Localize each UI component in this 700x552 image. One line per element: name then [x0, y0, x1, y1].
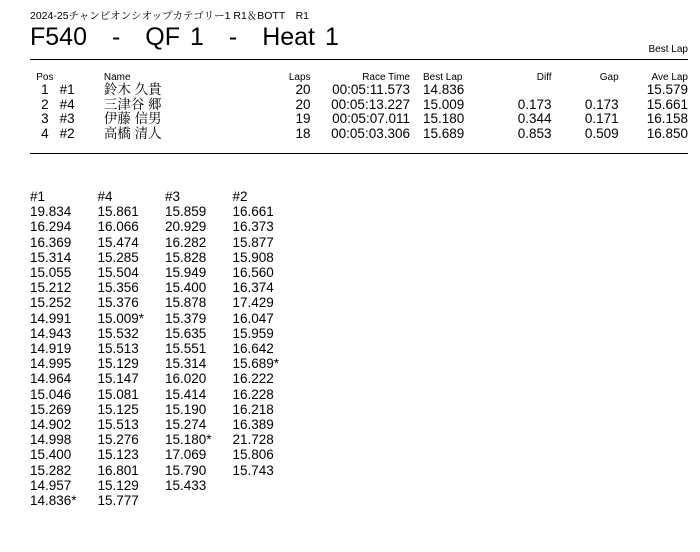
col-diff: Diff: [536, 72, 552, 83]
col-race-time: Race Time: [362, 72, 410, 83]
result-ave-lap: 16.850: [646, 125, 688, 141]
divider-top: [30, 59, 688, 60]
lap-time: 15.314: [165, 356, 207, 372]
result-laps: 20: [295, 82, 311, 97]
lap-column: [30, 189, 98, 508]
result-name: 高橋 清人: [103, 125, 162, 141]
lap-time: 14.943: [30, 325, 72, 341]
lap-time: 15.806: [232, 447, 274, 463]
lap-time: 15.212: [30, 280, 72, 296]
lap-time: 15.551: [165, 341, 207, 357]
result-name: 三津谷 郷: [103, 96, 162, 112]
result-number: #2: [59, 125, 75, 141]
lap-time: 15.376: [97, 295, 139, 311]
result-gap: 0.171: [584, 111, 619, 126]
lap-time: 16.801: [97, 462, 139, 478]
result-laps: 19: [295, 111, 311, 126]
lap-column-header: #2: [232, 189, 248, 204]
lap-time: 15.949: [165, 265, 207, 281]
lap-time: 15.314: [30, 249, 72, 265]
col-best-lap: Best Lap: [422, 72, 463, 83]
lap-time: 15.414: [165, 386, 207, 402]
lap-time: 15.877: [232, 234, 274, 250]
lap-time: 19.834: [30, 204, 72, 220]
lap-time: 15.125: [97, 401, 139, 417]
lap-time: 15.252: [30, 295, 72, 311]
result-pos: 1: [41, 82, 49, 97]
lap-column-header: #1: [30, 189, 46, 204]
lap-time: 15.474: [97, 234, 139, 250]
lap-time: 16.047: [232, 310, 274, 326]
lap-time: 15.689*: [232, 356, 280, 372]
lap-column-header: #4: [97, 189, 113, 204]
result-row: [30, 112, 688, 127]
lap-time: 15.269: [30, 401, 72, 417]
lap-time: 17.069: [165, 447, 207, 463]
lap-time: 16.020: [165, 371, 207, 387]
lap-time: 15.274: [165, 417, 207, 433]
lap-time: 16.389: [232, 417, 274, 433]
lap-time: 15.513: [97, 417, 139, 433]
result-best-lap: 15.009: [422, 96, 465, 112]
lap-time: 15.959: [232, 325, 274, 341]
lap-time: 15.908: [232, 249, 274, 265]
lap-time: 15.400: [30, 447, 72, 463]
result-ave-lap: 15.661: [646, 96, 688, 112]
result-number: #4: [59, 96, 75, 112]
lap-time: 15.790: [165, 462, 207, 478]
lap-time: 15.379: [165, 310, 207, 326]
col-gap: Gap: [599, 72, 619, 83]
lap-time: 14.957: [30, 477, 72, 493]
result-gap: 0.509: [584, 125, 619, 141]
lap-time: 15.532: [97, 325, 139, 341]
lap-time: 15.282: [30, 462, 72, 478]
lap-time: 15.129: [97, 477, 139, 493]
result-diff: 0.173: [517, 96, 552, 112]
event-name: 2024-25チャンピオンシオップカテゴリー1 R1＆BOTT R1: [30, 10, 310, 22]
result-best-lap: 15.180: [422, 111, 465, 126]
lap-time: 14.919: [30, 341, 72, 357]
lap-time: 21.728: [232, 432, 274, 448]
col-pos: Pos: [36, 72, 54, 83]
lap-time: 16.374: [232, 280, 274, 296]
lap-time: 15.777: [97, 493, 139, 509]
result-diff: 0.344: [517, 111, 552, 126]
result-row: [30, 98, 688, 113]
best-lap-header: Best Lap: [648, 44, 688, 55]
lap-time: 16.066: [97, 219, 139, 235]
lap-time: 15.859: [165, 204, 207, 220]
result-name: 伊藤 信男: [103, 111, 162, 126]
lap-time: 14.995: [30, 356, 72, 372]
divider-bottom: [30, 153, 688, 154]
result-pos: 3: [41, 111, 49, 126]
lap-time: 15.055: [30, 265, 72, 281]
result-race-time: 00:05:11.573: [332, 82, 410, 97]
result-diff: 0.853: [517, 125, 552, 141]
lap-time: 20.929: [165, 219, 207, 235]
result-laps: 20: [295, 96, 311, 112]
lap-time: 14.998: [30, 432, 72, 448]
lap-time: 15.046: [30, 386, 72, 402]
lap-time: 15.400: [165, 280, 207, 296]
lap-column: [165, 189, 233, 508]
lap-time: 15.504: [97, 265, 139, 281]
result-pos: 2: [41, 96, 49, 112]
result-gap: 0.173: [584, 96, 619, 112]
lap-time: 15.081: [97, 386, 139, 402]
result-gap: [552, 83, 619, 98]
result-laps: 18: [295, 125, 311, 141]
lap-time: 15.356: [97, 280, 139, 296]
lap-time: 16.369: [30, 234, 72, 250]
lap-time: 15.513: [97, 341, 139, 357]
results-table: [30, 70, 688, 141]
result-race-time: 00:05:03.306: [331, 125, 410, 141]
lap-time: 16.218: [232, 401, 274, 417]
result-best-lap: 15.689: [422, 125, 465, 141]
result-pos: 4: [41, 125, 49, 141]
result-diff: [487, 83, 551, 98]
lap-time: 14.964: [30, 371, 72, 387]
lap-time: 15.147: [97, 371, 139, 387]
lap-time: 15.285: [97, 249, 139, 265]
lap-time: 15.743: [232, 462, 274, 478]
lap-time: 15.828: [165, 249, 207, 265]
result-race-time: 00:05:13.227: [331, 96, 410, 112]
lap-column: [98, 189, 166, 508]
lap-time: 16.373: [232, 219, 274, 235]
lap-column: [233, 189, 301, 508]
lap-column-header: #3: [165, 189, 181, 204]
lap-time: 16.282: [165, 234, 207, 250]
lap-time: 16.222: [232, 371, 274, 387]
lap-time: 16.560: [232, 265, 274, 281]
lap-time: 15.123: [97, 447, 139, 463]
result-row: [30, 83, 688, 98]
result-row: [30, 127, 688, 142]
result-name: 鈴木 久貴: [103, 82, 162, 97]
result-ave-lap: 16.158: [646, 111, 688, 126]
result-number: #3: [59, 111, 75, 126]
lap-time: 15.009*: [97, 310, 145, 326]
lap-time: 16.661: [232, 204, 274, 220]
lap-time: 15.276: [97, 432, 139, 448]
col-ave-lap: Ave Lap: [651, 72, 688, 83]
result-ave-lap: 15.579: [646, 82, 688, 97]
lap-time: 15.190: [165, 401, 207, 417]
lap-time: 15.635: [165, 325, 207, 341]
lap-time: 15.878: [165, 295, 207, 311]
lap-time: 15.861: [97, 204, 139, 220]
lap-time: 14.902: [30, 417, 72, 433]
lap-time: 16.642: [232, 341, 274, 357]
lap-time: 17.429: [232, 295, 274, 311]
col-laps: Laps: [288, 72, 311, 83]
result-race-time: 00:05:07.011: [332, 111, 410, 126]
lap-time: 16.294: [30, 219, 72, 235]
lap-time: 15.180*: [165, 432, 212, 448]
lap-time: 15.129: [97, 356, 139, 372]
lap-time: 14.991: [30, 310, 72, 326]
lap-time: 15.433: [165, 477, 207, 493]
result-number: #1: [59, 82, 75, 97]
lap-time: 16.228: [232, 386, 274, 402]
page-title: F540 - QF 1 - Heat 1: [30, 23, 339, 51]
result-best-lap: 14.836: [422, 82, 465, 97]
lap-times-grid: [30, 189, 300, 508]
col-name: Name: [103, 72, 131, 83]
lap-time: 14.836*: [30, 493, 77, 509]
